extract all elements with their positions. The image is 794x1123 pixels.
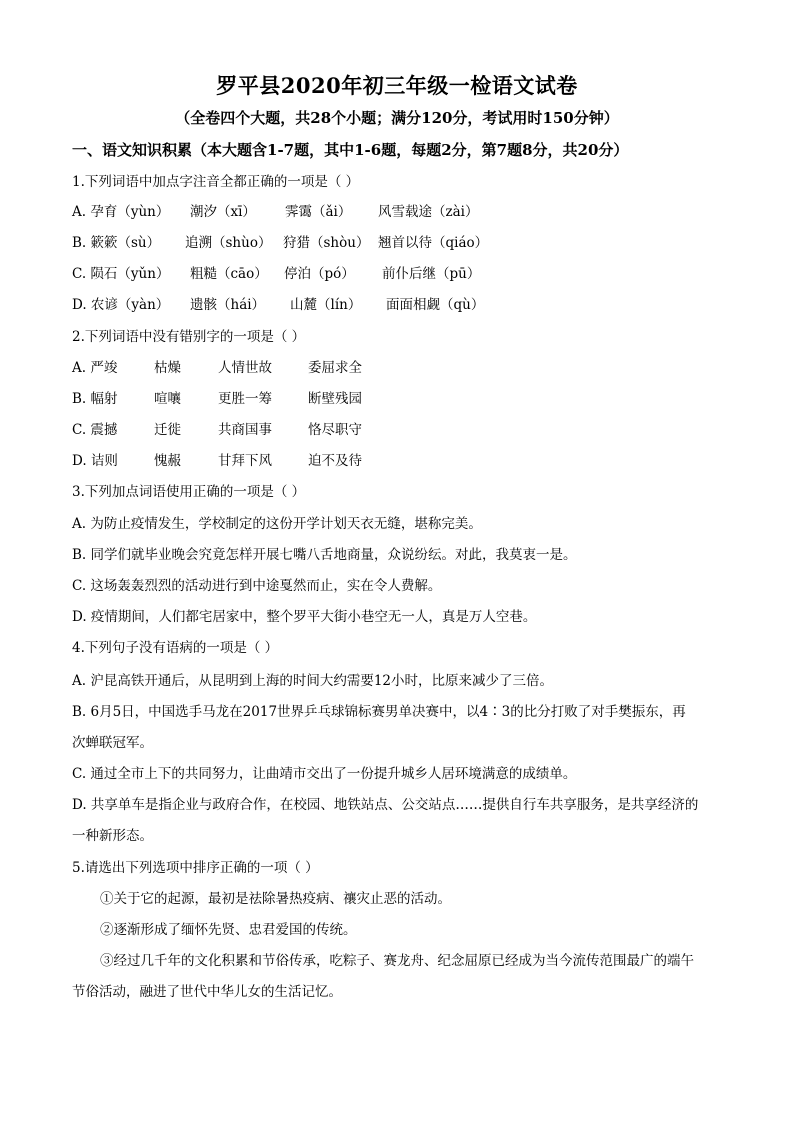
question-2-stem: 2.下列词语中没有错别字的一项是（ ） xyxy=(72,329,306,345)
option-term: 迁徙 xyxy=(154,422,181,438)
option-term: 喧嚷 xyxy=(154,391,181,407)
option-term: 人情世故 xyxy=(218,360,272,376)
question-4-option-a: A. 沪昆高铁开通后，从昆明到上海的时间大约需要12小时，比原来减少了三倍。 xyxy=(72,673,554,689)
option-term: 追溯（shùo） xyxy=(185,235,272,251)
option-term: 断壁残园 xyxy=(308,391,362,407)
question-1-option-b xyxy=(72,233,488,253)
option-term: 粗糙（cāo） xyxy=(190,266,268,282)
question-2-option-a xyxy=(72,358,362,378)
option-term: 共商国事 xyxy=(218,422,272,438)
question-4-option-b: B. 6月5日，中国选手马龙在2017世界乒乓球锦标赛男单决赛中，以4∶3的比分打败了对手樊振东，再 xyxy=(72,704,686,720)
question-3-option-c: C. 这场轰轰烈烈的活动进行到中途戛然而止，实在令人费解。 xyxy=(72,578,442,594)
question-3-stem: 3.下列加点词语使用正确的一项是（ ） xyxy=(72,484,306,500)
option-term: 更胜一筹 xyxy=(218,391,272,407)
option-term: 前仆后继（pū） xyxy=(382,266,481,282)
option-term: D. 诘则 xyxy=(72,453,118,469)
option-term: 风雪载途（zài） xyxy=(378,204,479,220)
question-4-option-d-continued: 一种新形态。 xyxy=(72,828,153,844)
question-1-option-c xyxy=(72,264,480,284)
question-3-option-d: D. 疫情期间，人们都宅居家中，整个罗平大街小巷空无一人，真是万人空巷。 xyxy=(72,609,537,625)
option-term: 迫不及待 xyxy=(308,453,362,469)
option-term: A. 严竣 xyxy=(72,360,118,376)
page-title: 罗平县2020年初三年级一检语文试卷 xyxy=(216,73,578,98)
question-2-option-c xyxy=(72,420,362,440)
question-1-option-a xyxy=(72,202,478,222)
option-term: 停泊（pó） xyxy=(284,266,355,282)
question-4-option-d: D. 共享单车是指企业与政府合作，在校园、地铁站点、公交站点……提供自行车共享服务，是共享经济的 xyxy=(72,797,699,813)
option-term: 恪尽职守 xyxy=(308,422,362,438)
question-3-option-a: A. 为防止疫情发生，学校制定的这份开学计划天衣无缝，堪称完美。 xyxy=(72,516,482,532)
question-5-sentence-1: ①关于它的起源，最初是祛除暑热疫病、禳灾止恶的活动。 xyxy=(100,891,451,907)
option-term: D. 农谚（yàn） xyxy=(72,297,170,313)
page-subtitle: （全卷四个大题，共28个小题；满分120分，考试用时150分钟） xyxy=(175,109,619,127)
question-1-stem: 1.下列词语中加点字注音全都正确的一项是（ ） xyxy=(72,174,360,190)
option-term: 霁霭（ǎi） xyxy=(285,204,352,220)
question-2-option-d xyxy=(72,451,362,471)
option-term: 翘首以待（qiáo） xyxy=(378,235,489,251)
question-4-stem: 4.下列句子没有语病的一项是（ ） xyxy=(72,640,279,656)
option-term: 遗骸（hái） xyxy=(190,297,266,313)
question-1-option-d xyxy=(72,295,484,315)
question-5-sentence-2: ②逐渐形成了缅怀先贤、忠君爱国的传统。 xyxy=(100,922,357,938)
question-4-option-c: C. 通过全市上下的共同努力，让曲靖市交出了一份提升城乡人居环境满意的成绩单。 xyxy=(72,766,577,782)
question-5-sentence-3-continued: 节俗活动，融进了世代中华儿女的生活记忆。 xyxy=(72,984,342,1000)
question-5-sentence-3: ③经过几千年的文化积累和节俗传承，吃粽子、赛龙舟、纪念屈原已经成为当今流传范围最广的端午 xyxy=(100,953,694,969)
option-term: 委屈求全 xyxy=(308,360,362,376)
option-term: 山麓（lín） xyxy=(290,297,362,313)
option-term: A. 孕育（yùn） xyxy=(72,204,170,220)
option-term: B. 幅射 xyxy=(72,391,118,407)
option-term: C. 陨石（yǔn） xyxy=(72,266,170,282)
question-5-stem: 5.请选出下列选项中排序正确的一项（ ） xyxy=(72,860,319,876)
option-term: 枯燥 xyxy=(154,360,181,376)
question-4-option-b-continued: 次蝉联冠军。 xyxy=(72,735,153,751)
question-3-option-b: B. 同学们就毕业晚会究竟怎样开展七嘴八舌地商量，众说纷纭。对此，我莫衷一是。 xyxy=(72,547,577,563)
option-term: 甘拜下风 xyxy=(218,453,272,469)
option-term: B. 簌簌（sù） xyxy=(72,235,161,251)
section-heading-1: 一、语文知识积累（本大题含1-7题，其中1-6题，每题2分，第7题8分，共20分） xyxy=(72,141,629,159)
option-term: 愧赧 xyxy=(154,453,181,469)
option-term: 狩猎（shòu） xyxy=(283,235,370,251)
option-term: 潮汐（xī） xyxy=(190,204,256,220)
option-term: 面面相觑（qù） xyxy=(386,297,485,313)
option-term: C. 震撼 xyxy=(72,422,118,438)
question-2-option-b xyxy=(72,389,362,409)
